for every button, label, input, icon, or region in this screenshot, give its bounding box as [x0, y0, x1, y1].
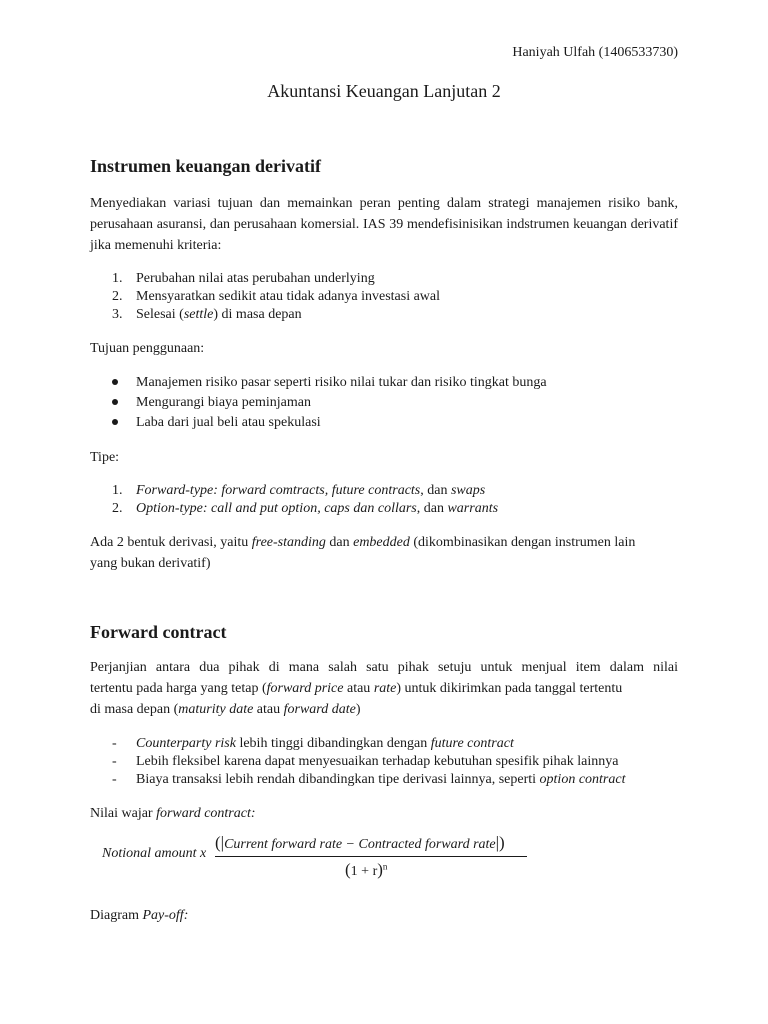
list-item: Lebih fleksibel karena dapat menyesuaikan terhadap kebutuhan spesifik pihak lainnya — [136, 754, 619, 769]
text-fragment: Diagram — [90, 908, 143, 923]
italic-term: settle — [183, 307, 214, 322]
text-fragment: Biaya transaksi lebih rendah dibandingkan tipe derivasi lainnya, seperti — [136, 772, 540, 787]
list-item: Perubahan nilai atas perubahan underlying — [136, 271, 375, 286]
list-number: 3. — [112, 307, 123, 322]
type-label: Tipe: — [90, 450, 120, 465]
paren-open: (| — [215, 833, 225, 852]
bullet-icon — [112, 379, 118, 385]
list-number: 1. — [112, 271, 123, 286]
fraction-bar — [215, 856, 527, 857]
purpose-label: Tujuan penggunaan: — [90, 341, 205, 356]
text-fragment: tertentu pada harga yang tetap ( — [90, 681, 267, 696]
forms-paragraph-line2: yang bukan derivatif) — [90, 556, 211, 571]
text-fragment: lebih tinggi dibandingkan dengan — [235, 736, 431, 751]
fair-value-label — [90, 805, 256, 823]
list-item — [136, 500, 498, 518]
fair-value-formula — [102, 830, 542, 880]
formula-denominator — [345, 860, 387, 880]
forward-intro-line2 — [90, 680, 622, 698]
section-heading-forward-contract: Forward contract — [90, 622, 227, 642]
text-fragment: ) untuk dikirimkan pada tanggal tertentu — [396, 681, 623, 696]
list-item: Laba dari jual beli atau spekulasi — [136, 415, 321, 430]
italic-term: Option-type: call and put option, caps dan collars — [136, 501, 417, 516]
formula-numerator — [215, 833, 505, 853]
italic-term: maturity date — [178, 702, 254, 717]
italic-term: forward price — [266, 681, 344, 696]
section-heading-derivatives: Instrumen keuangan derivatif — [90, 156, 322, 176]
paren-close: |) — [495, 833, 505, 852]
text-fragment: ) di masa depan — [213, 307, 302, 322]
numerator-text: Current forward rate − Contracted forward rate — [224, 837, 496, 852]
intro-paragraph: Menyediakan variasi tujuan dan memainkan peran penting dalam strategi manajemen risiko bank, perusahaan asuransi, dan perusahaan komersial. IAS 39 mendefisinisikan indstrumen keuangan derivatif jika memenuhi kriteria: — [90, 196, 678, 253]
diagram-label — [90, 907, 188, 925]
bullet-icon — [112, 419, 118, 425]
italic-term: embedded — [353, 535, 410, 550]
text-fragment: (dikombinasikan dengan instrumen lain — [409, 535, 636, 550]
bullet-icon — [112, 399, 118, 405]
text-fragment: di masa depan ( — [90, 702, 179, 717]
list-item — [136, 306, 302, 324]
text-fragment: , dan — [420, 483, 451, 498]
list-item — [136, 771, 625, 789]
italic-term: forward date — [283, 702, 356, 717]
text-fragment: Selesai ( — [136, 307, 184, 322]
forward-intro-line3 — [90, 701, 361, 719]
dash-icon: - — [112, 736, 117, 751]
italic-term: Pay-off: — [142, 908, 189, 923]
italic-term: future contract — [430, 736, 514, 751]
italic-term: forward contract: — [156, 806, 256, 821]
formula-left: Notional amount x — [102, 846, 207, 861]
forward-intro-line1: Perjanjian antara dua pihak di mana salah satu pihak setuju untuk menjual item dalam nilai — [90, 660, 678, 675]
paren-open: ( — [345, 860, 351, 879]
text-fragment: ) — [355, 702, 361, 717]
italic-term: swaps — [450, 483, 486, 498]
text-fragment: atau — [343, 681, 374, 696]
dash-icon: - — [112, 754, 117, 769]
list-item: Mengurangi biaya peminjaman — [136, 395, 311, 410]
denominator-base: 1 + r — [350, 864, 378, 879]
italic-term: option contract — [539, 772, 626, 787]
denominator-exponent: n — [382, 861, 388, 872]
text-fragment: , dan — [416, 501, 448, 516]
text-fragment: dan — [325, 535, 354, 550]
text-fragment: Nilai wajar — [90, 806, 157, 821]
list-item — [136, 482, 485, 500]
text-fragment: atau — [253, 702, 284, 717]
paren-close: ) — [377, 860, 383, 879]
list-item — [136, 735, 514, 753]
list-number: 2. — [112, 501, 123, 516]
list-item: Manajemen risiko pasar seperti risiko nilai tukar dan risiko tingkat bunga — [136, 375, 547, 390]
italic-term: rate — [373, 681, 397, 696]
list-number: 1. — [112, 483, 123, 498]
text-fragment: Ada 2 bentuk derivasi, yaitu — [90, 535, 252, 550]
dash-icon: - — [112, 772, 117, 787]
italic-term: free-standing — [251, 535, 326, 550]
document-title: Akuntansi Keuangan Lanjutan 2 — [267, 81, 501, 101]
forms-paragraph-line1 — [90, 534, 635, 552]
list-number: 2. — [112, 289, 123, 304]
italic-term: Forward-type: forward comtracts, future contracts — [136, 483, 421, 498]
author-line: Haniyah Ulfah (1406533730) — [512, 45, 678, 60]
italic-term: warrants — [447, 501, 499, 516]
italic-term: Counterparty risk — [136, 736, 236, 751]
list-item: Mensyaratkan sedikit atau tidak adanya investasi awal — [136, 289, 441, 304]
